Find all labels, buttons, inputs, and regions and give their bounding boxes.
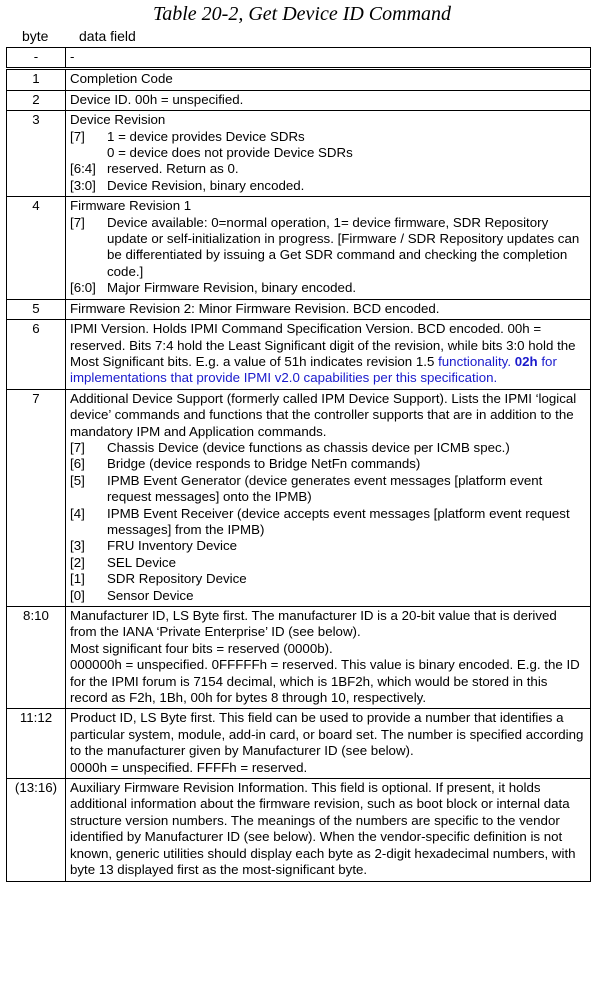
table-row (7, 48, 591, 69)
table-title: Table 20-2, Get Device ID Command (152, 3, 452, 25)
table-row (7, 389, 591, 606)
bit-description: Major Firmware Revision, binary encoded. (107, 280, 357, 296)
field-cell (66, 389, 591, 606)
bit-field (70, 161, 586, 177)
field-cell: - (66, 48, 591, 69)
bit-description: Bridge (device responds to Bridge NetFn commands) (107, 456, 421, 472)
field-cell (66, 607, 591, 709)
table-row (7, 709, 591, 779)
field-heading: Additional Device Support (formerly called IPM Device Support). Lists the IPMI ‘logical device’ commands and functions that the controller supports that are in addition to the mandatory IPM and Application commands. (70, 390, 577, 439)
bit-field (70, 215, 586, 281)
field-paragraph: Most significant four bits = reserved (0000b). (70, 640, 333, 656)
field-paragraph: Product ID, LS Byte first. This field can be used to provide a number that identifies a particular system, module, add-in card, or board set. The number is specified according to the manufacturer given by Manufacturer ID (see below). (70, 710, 584, 759)
table-row (7, 320, 591, 390)
ipmi-version-text: IPMI Version. Holds IPMI Command Specification Version. BCD encoded. 00h = reserved. Bits 7:4 hold the Least Significant digit of the revision, while bits 3:0 hold the Most Significant bits. E.g. a value of 51h indicates revision 1.5 (70, 321, 576, 369)
bit-range: [3] (70, 538, 85, 554)
byte-cell: 11:12 (7, 709, 66, 779)
bit-field (70, 506, 586, 539)
bit-description: Sensor Device (107, 587, 194, 603)
bit-field (70, 538, 586, 554)
byte-cell: 7 (7, 389, 66, 606)
bit-description: reserved. Return as 0. (107, 161, 239, 177)
bit-range: [0] (70, 587, 85, 603)
bit-description: 1 = device provides Device SDRs (107, 128, 305, 144)
bit-range: [1] (70, 571, 85, 587)
table-row (7, 299, 591, 319)
bit-description: SDR Repository Device (107, 571, 247, 587)
bit-field (70, 178, 586, 194)
bit-range (70, 145, 107, 161)
byte-cell: 3 (7, 111, 66, 197)
field-cell (66, 709, 591, 779)
byte-cell: 2 (7, 90, 66, 110)
bit-field (70, 588, 586, 604)
blue-note-text: for implementations that provide IPMI v2.0 capabilities per this specification. (70, 353, 557, 386)
table-row (7, 69, 591, 90)
field-cell (66, 111, 591, 197)
byte-cell: - (7, 48, 66, 69)
column-header-data-field: data field (79, 28, 136, 44)
blue-note-text: functionality. (438, 353, 512, 369)
field-cell: Auxiliary Firmware Revision Information. This field is optional. If present, it holds additional information about the firmware revision, such as boot block or internal data structure version numbers. The meanings of the numbers are specific to the vendor identified by Manufacturer ID (see below). When the vendor-specific definition is not known, generic utilities should display each byte as 2-digit hexadecimal numbers, with byte 13 displayed first as the most-significant byte. (66, 779, 591, 881)
bit-range: [7] (70, 439, 85, 455)
bit-field (70, 280, 586, 296)
column-header-byte: byte (22, 28, 49, 44)
bit-range: [5] (70, 472, 85, 488)
table-row (7, 607, 591, 709)
field-heading: Device Revision (70, 112, 166, 128)
bit-range: [6:4] (70, 161, 96, 177)
field-cell: Device ID. 00h = unspecified. (66, 90, 591, 110)
table-row (7, 111, 591, 197)
bit-description: Device Revision, binary encoded. (107, 177, 305, 193)
byte-cell: 1 (7, 69, 66, 90)
byte-cell: 5 (7, 299, 66, 319)
field-cell (66, 197, 591, 299)
bit-range: [7] (70, 214, 85, 230)
bit-field (70, 456, 586, 472)
bit-field (70, 473, 586, 506)
bit-description: Chassis Device (device functions as chassis device per ICMB spec.) (107, 439, 510, 455)
bit-field (70, 145, 586, 161)
bit-range: [7] (70, 128, 85, 144)
bit-description: IPMB Event Generator (device generates event messages [platform event request messages] onto the IPMB) (107, 472, 543, 505)
field-paragraph: Manufacturer ID, LS Byte first. The manufacturer ID is a 20-bit value that is derived from the IANA ‘Private Enterprise’ ID (see below). (70, 608, 557, 640)
field-cell: Firmware Revision 2: Minor Firmware Revision. BCD encoded. (66, 299, 591, 319)
bit-range: [6] (70, 456, 85, 472)
bit-range: [6:0] (70, 280, 96, 296)
table-row (7, 197, 591, 299)
bit-field (70, 440, 586, 456)
field-heading: Firmware Revision 1 (70, 198, 192, 214)
field-paragraph: 0000h = unspecified. FFFFh = reserved. (70, 759, 308, 775)
bit-description: SEL Device (107, 554, 176, 570)
byte-cell: 8:10 (7, 607, 66, 709)
bit-description: Device available: 0=normal operation, 1= device firmware, SDR Repository update or self-initialization in progress. [Firmware / SDR Repository updates can be differentiated by issuing a Get SDR command and checking the completion code.] (107, 214, 580, 279)
bit-field (70, 129, 586, 145)
table-row (7, 90, 591, 110)
bit-field (70, 571, 586, 587)
bit-range: [4] (70, 505, 85, 521)
device-id-table (6, 47, 591, 882)
bit-field (70, 555, 586, 571)
field-cell: Completion Code (66, 69, 591, 90)
table-row (7, 779, 591, 881)
bit-description: 0 = device does not provide Device SDRs (107, 145, 353, 161)
blue-note-value: 02h (514, 353, 538, 369)
byte-cell: 6 (7, 320, 66, 390)
bit-range: [2] (70, 554, 85, 570)
field-cell (66, 320, 591, 390)
bit-range: [3:0] (70, 177, 96, 193)
field-paragraph: 000000h = unspecified. 0FFFFFh = reserved. This value is binary encoded. E.g. the ID for the IPMI forum is 7154 decimal, which is 1BF2h, which would be stored in this record as F2h, 1Bh, 00h for bytes 8 through 10, respectively. (70, 657, 580, 706)
bit-description: FRU Inventory Device (107, 538, 238, 554)
byte-cell: 4 (7, 197, 66, 299)
bit-description: IPMB Event Receiver (device accepts event messages [platform event request messages] from the IPMB) (107, 505, 570, 537)
byte-cell: (13:16) (7, 779, 66, 881)
